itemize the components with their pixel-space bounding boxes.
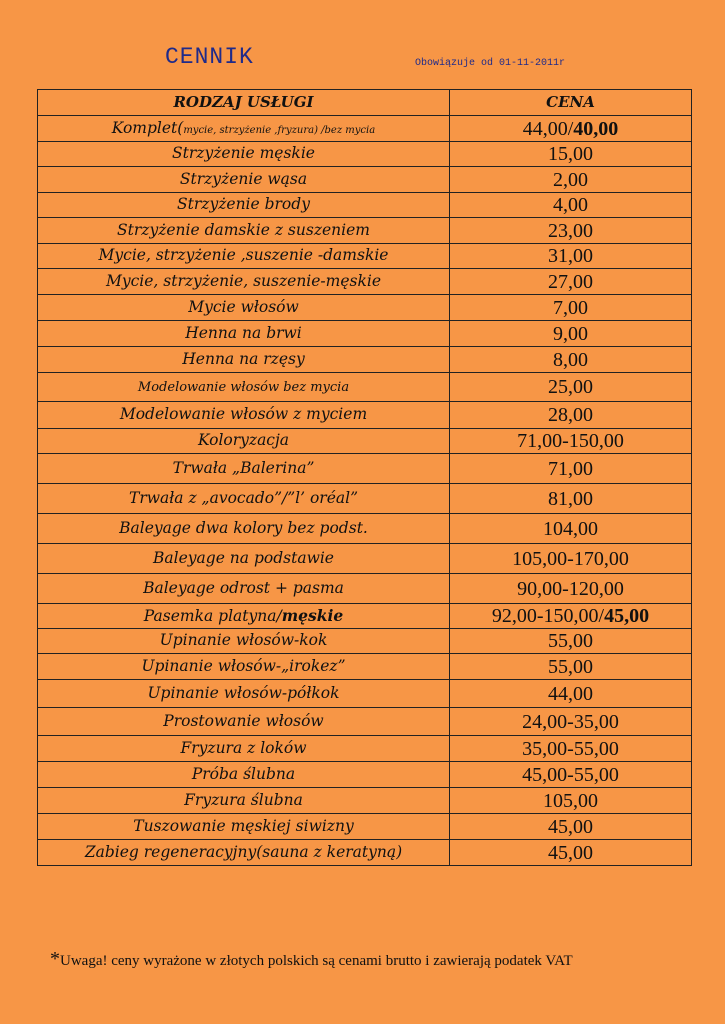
table-row <box>38 654 692 680</box>
table-row <box>38 484 692 514</box>
price-cell: 25,00 <box>450 373 692 402</box>
valid-from-note: Obowiązuje od 01-11-2011r <box>415 58 566 69</box>
price-cell: 31,00 <box>450 244 692 269</box>
price-cell: 7,00 <box>450 295 692 321</box>
table-row <box>38 142 692 167</box>
table-row <box>38 347 692 373</box>
price-cell: 55,00 <box>450 654 692 680</box>
table-row <box>38 629 692 654</box>
price-value-bold: 45,00 <box>604 605 650 627</box>
price-cell: 27,00 <box>450 269 692 295</box>
price-cell: 23,00 <box>450 218 692 244</box>
table-row <box>38 454 692 484</box>
price-cell: 8,00 <box>450 347 692 373</box>
price-cell: 105,00 <box>450 788 692 814</box>
table-row <box>38 708 692 736</box>
service-cell: Tuszowanie męskiej siwizny <box>38 814 450 840</box>
service-cell: Strzyżenie brody <box>38 193 450 218</box>
service-cell: Baleyage odrost + pasma <box>38 574 450 604</box>
vat-footnote <box>50 948 573 971</box>
service-cell: Koloryzacja <box>38 429 450 454</box>
service-detail: mycie, strzyżenie ,fryzura) /bez mycia <box>183 124 376 136</box>
price-cell: 45,00-55,00 <box>450 762 692 788</box>
service-name: Komplet( <box>111 118 184 137</box>
table-row <box>38 514 692 544</box>
service-cell: Henna na brwi <box>38 321 450 347</box>
service-name-bold: męskie <box>281 605 344 625</box>
table-row <box>38 167 692 193</box>
service-cell: Mycie, strzyżenie ,suszenie -damskie <box>38 244 450 269</box>
service-cell: Próba ślubna <box>38 762 450 788</box>
service-name: Pasemka platyna/ <box>143 606 282 625</box>
service-cell: Prostowanie włosów <box>38 708 450 736</box>
table-row <box>38 116 692 142</box>
service-cell: Upinanie włosów-„irokez” <box>38 654 450 680</box>
service-cell: Mycie włosów <box>38 295 450 321</box>
service-cell <box>38 604 450 629</box>
table-row <box>38 680 692 708</box>
price-cell: 9,00 <box>450 321 692 347</box>
service-cell: Henna na rzęsy <box>38 347 450 373</box>
price-cell: 45,00 <box>450 814 692 840</box>
table-row <box>38 574 692 604</box>
table-row <box>38 788 692 814</box>
service-cell: Trwała z „avocado”/”l’ oréal” <box>38 484 450 514</box>
table-row <box>38 321 692 347</box>
price-cell: 71,00 <box>450 454 692 484</box>
table-row <box>38 429 692 454</box>
price-cell: 71,00-150,00 <box>450 429 692 454</box>
price-cell: 105,00-170,00 <box>450 544 692 574</box>
service-cell: Zabieg regeneracyjny(sauna z keratyną) <box>38 840 450 866</box>
service-cell: Baleyage na podstawie <box>38 544 450 574</box>
table-row <box>38 544 692 574</box>
service-cell: Fryzura z loków <box>38 736 450 762</box>
service-cell: Strzyżenie wąsa <box>38 167 450 193</box>
price-cell <box>450 604 692 629</box>
service-cell: Strzyżenie męskie <box>38 142 450 167</box>
price-cell: 81,00 <box>450 484 692 514</box>
service-column-header: RODZAJ USŁUGI <box>38 90 450 116</box>
price-cell: 2,00 <box>450 167 692 193</box>
price-value: 92,00-150,00/ <box>491 605 605 627</box>
price-value: 44,00/ <box>522 117 574 140</box>
price-table <box>37 89 692 866</box>
service-cell <box>38 116 450 142</box>
table-row <box>38 604 692 629</box>
price-cell: 4,00 <box>450 193 692 218</box>
service-cell: Trwała „Balerina” <box>38 454 450 484</box>
price-column-header: CENA <box>450 90 692 116</box>
service-cell: Modelowanie włosów z myciem <box>38 402 450 429</box>
price-cell: 35,00-55,00 <box>450 736 692 762</box>
price-cell: 15,00 <box>450 142 692 167</box>
price-cell: 55,00 <box>450 629 692 654</box>
price-cell: 28,00 <box>450 402 692 429</box>
service-cell: Strzyżenie damskie z suszeniem <box>38 218 450 244</box>
footnote-text: Uwaga! ceny wyrażone w złotych polskich są cenami brutto i zawierają podatek VAT <box>60 953 573 969</box>
service-cell: Baleyage dwa kolory bez podst. <box>38 514 450 544</box>
service-cell: Mycie, strzyżenie, suszenie-męskie <box>38 269 450 295</box>
price-cell: 104,00 <box>450 514 692 544</box>
table-row <box>38 762 692 788</box>
service-cell: Upinanie włosów-półkok <box>38 680 450 708</box>
table-row <box>38 814 692 840</box>
service-cell: Upinanie włosów-kok <box>38 629 450 654</box>
table-row <box>38 218 692 244</box>
table-row <box>38 295 692 321</box>
table-row <box>38 244 692 269</box>
service-cell: Modelowanie włosów bez mycia <box>38 373 450 402</box>
table-row <box>38 402 692 429</box>
table-header-row <box>38 90 692 116</box>
price-cell <box>450 116 692 142</box>
price-cell: 24,00-35,00 <box>450 708 692 736</box>
price-value-bold: 40,00 <box>573 117 619 140</box>
table-row <box>38 840 692 866</box>
service-cell: Fryzura ślubna <box>38 788 450 814</box>
page-title: CENNIK <box>165 44 254 70</box>
price-cell: 90,00-120,00 <box>450 574 692 604</box>
table-row <box>38 193 692 218</box>
footnote-star: * <box>50 948 60 970</box>
price-cell: 45,00 <box>450 840 692 866</box>
table-row <box>38 373 692 402</box>
table-row <box>38 736 692 762</box>
table-row <box>38 269 692 295</box>
price-cell: 44,00 <box>450 680 692 708</box>
